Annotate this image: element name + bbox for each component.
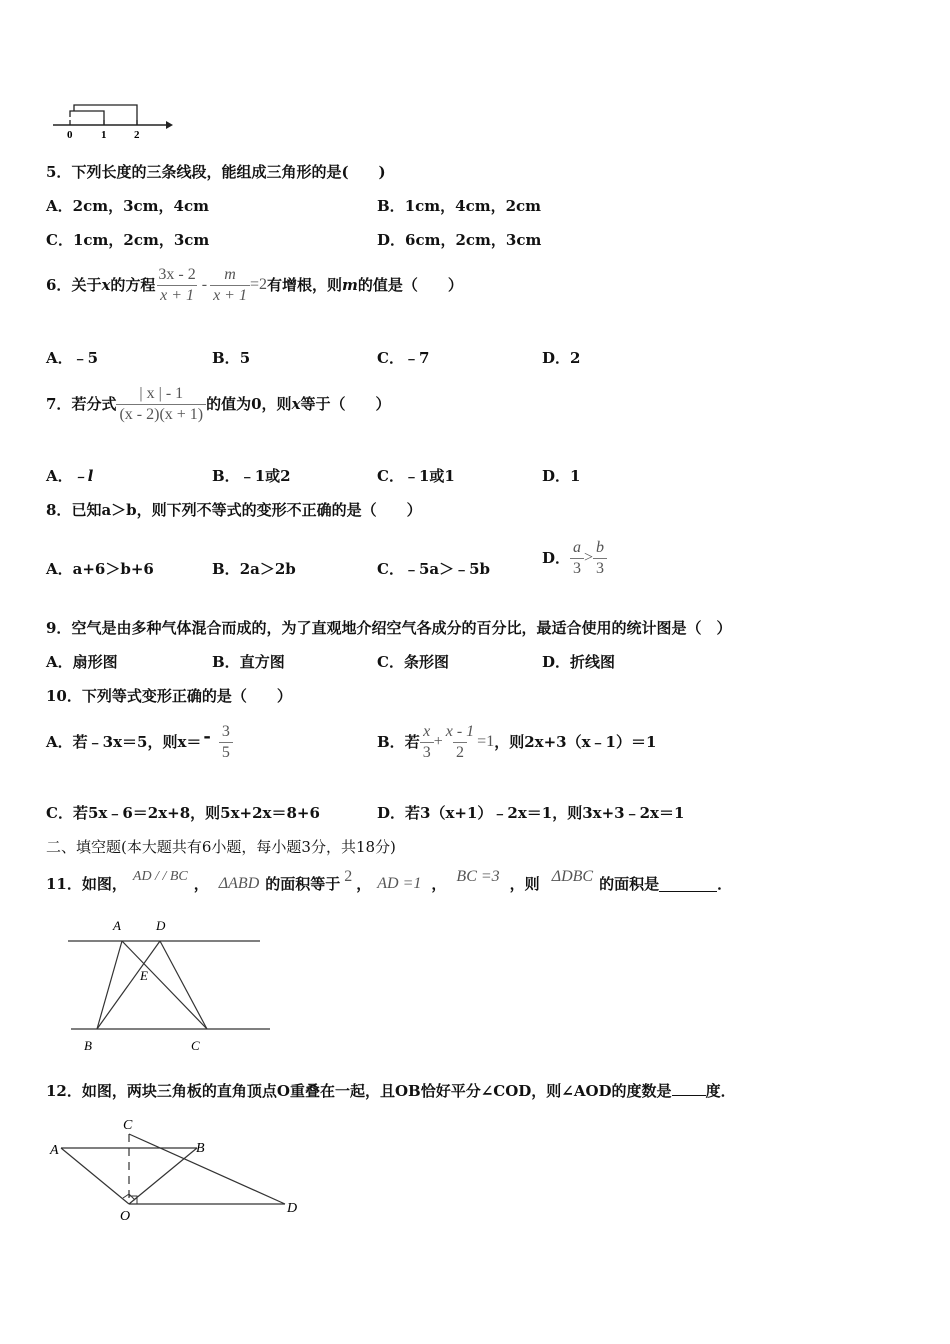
q6-option-a: A．﹣5: [46, 349, 99, 367]
q12-figure: [45, 1112, 310, 1227]
q7-option-b: B．﹣1或2: [212, 467, 291, 485]
label-a: A: [50, 1143, 59, 1158]
q6-option-d: D．2: [542, 349, 581, 367]
q10-option-b: B． 若 $\frac{x}{3}$ + $\frac{x - 1}{2}$ =1 ，则2x+3（x﹣1）＝1: [377, 722, 657, 761]
fraction: $\frac{| x | - 1}{(x - 2)(x + 1)}$: [116, 384, 206, 425]
answer-blank[interactable]: [659, 877, 717, 892]
number-line-arrow: [166, 121, 173, 129]
q8-option-a: A．a+6＞b+6: [46, 560, 154, 578]
q9-option-c: C．条形图: [377, 653, 449, 671]
label-b: B: [84, 1038, 92, 1053]
tick-label-1: 1: [101, 129, 107, 141]
fraction-2: $\frac{m}{x + 1}$: [210, 265, 250, 306]
q11-figure: [60, 912, 275, 1057]
question-5: [46, 162, 386, 182]
q9-option-d: D．折线图: [542, 653, 616, 671]
segment-ao: [61, 1148, 129, 1204]
question-7: 7． 若分式 $\frac{| x | - 1}{(x - 2)(x + 1)}$ 的值为0，则 x 等于（ ）: [46, 384, 391, 423]
label-c: C: [191, 1038, 200, 1053]
q5-option-a: A．2cm，3cm，4cm: [46, 197, 209, 215]
number-line-figure: [48, 98, 178, 142]
label-d: D: [156, 918, 166, 933]
label-c: C: [123, 1118, 133, 1133]
question-12: 12．如图，两块三角板的直角顶点O重叠在一起，且OB恰好平分∠COD，则∠AOD的度数是 度．: [46, 1082, 736, 1100]
fraction-1: $\frac{3x - 2}{x + 1}$: [158, 265, 196, 304]
q10-option-d: D．若3（x+1）﹣2x＝1，则3x+3﹣2x＝1: [377, 804, 685, 822]
q7-option-c: C．﹣1或1: [377, 467, 455, 485]
label-o: O: [120, 1209, 131, 1224]
tick-label-0: 0: [67, 129, 73, 141]
question-9: 9．空气是由多种气体混合而成的，为了直观地介绍空气各成分的百分比，最适合使用的统计图是（ ）: [46, 619, 732, 637]
q8-option-d: D． $\frac{a}{3}$ > $\frac{b}{3}$: [542, 536, 607, 580]
question-6: 6． 关于 x 的方程 $\frac{3x - 2}{x + 1}$ - $\frac{m}{x + 1}$ =2 有增根，则 m 的值是（ ）: [46, 265, 463, 304]
tick-label-2: 2: [134, 129, 140, 141]
segment-cd: [129, 1134, 285, 1204]
interval-bracket-1: [70, 111, 104, 125]
q6-option-b: B．5: [212, 349, 251, 367]
q9-option-b: B．直方图: [212, 653, 285, 671]
label-d: D: [287, 1201, 298, 1216]
interval-bracket-2: [74, 105, 137, 125]
q7-option-d: D．1: [542, 467, 581, 485]
segment-ab: [97, 941, 122, 1029]
label-e: E: [140, 968, 148, 983]
section-title: 二、填空题(本大题共有6小题，每小题3分，共18分): [46, 838, 396, 856]
q10-option-a: A． 若﹣3x＝5，则x＝ - $\frac{3}{5}$: [46, 720, 233, 764]
question-8: 8．已知a＞b，则下列不等式的变形不正确的是（ ）: [46, 501, 422, 519]
question-text: 下列长度的三条线段，能组成三角形的是( ): [71, 163, 386, 181]
label-a: A: [113, 918, 121, 933]
q5-option-b: B．1cm，4cm，2cm: [377, 197, 542, 215]
question-10: 10．下列等式变形正确的是（ ）: [46, 687, 292, 705]
q5-option-d: D．6cm，2cm，3cm: [377, 231, 542, 249]
segment-ob: [129, 1148, 197, 1204]
q10-option-c: C．若5x﹣6＝2x+8，则5x+2x＝8+6: [46, 804, 320, 822]
label-b: B: [196, 1141, 205, 1156]
q8-option-c: C．﹣5a＞﹣5b: [377, 560, 491, 578]
q9-option-a: A．扇形图: [46, 653, 118, 671]
q5-option-c: C．1cm，2cm，3cm: [46, 231, 210, 249]
question-11: 11． 如图， AD / / BC ， ΔABD 的面积等于 2 ， AD =1 ， BC =3 ，则 ΔDBC 的面积是 ．: [46, 868, 733, 893]
segment-dc: [160, 941, 207, 1029]
segment-db: [97, 941, 160, 1029]
q6-option-c: C．﹣7: [377, 349, 430, 367]
q7-option-a: A．﹣l: [46, 467, 94, 485]
segment-ac: [122, 941, 207, 1029]
answer-blank[interactable]: [672, 1081, 706, 1096]
q8-option-b: B．2a＞2b: [212, 560, 296, 578]
question-number: 5．: [46, 163, 72, 181]
